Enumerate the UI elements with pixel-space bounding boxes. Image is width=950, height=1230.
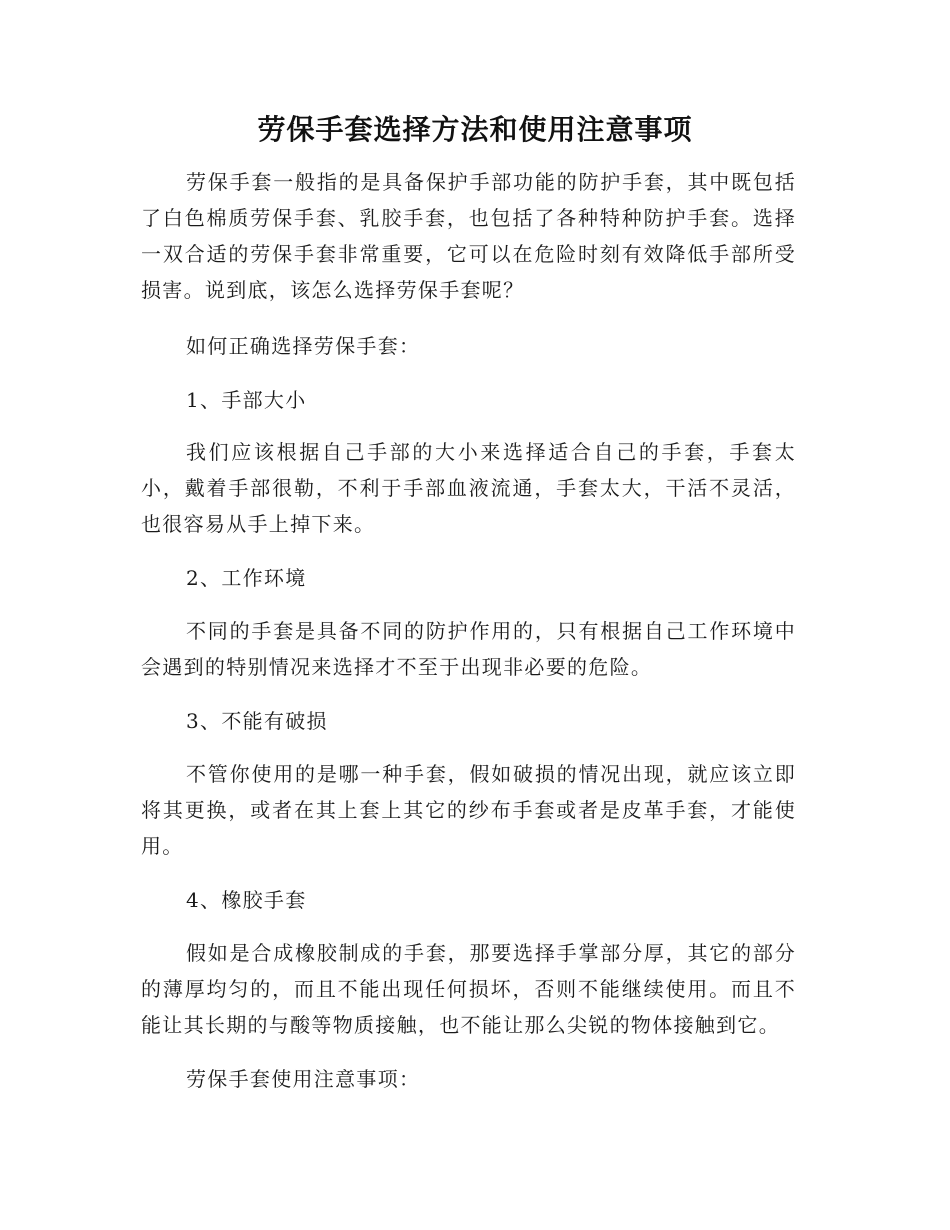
heading-work-environment: 2、工作环境 [186, 566, 307, 590]
section-usage-heading: 劳保手套使用注意事项： [186, 1067, 421, 1091]
intro-paragraph: 劳保手套一般指的是具备保护手部功能的防护手套，其中既包括了白色棉质劳保手套、乳胶手套，也包括了各种特种防护手套。选择一双合适的劳保手套非常重要，它可以在危险时刻有效降低手部所受损害。说到底，该怎么选择劳保手套呢？ [141, 170, 796, 302]
paragraph-no-damage: 不管你使用的是哪一种手套，假如破损的情况出现，就应该立即将其更换，或者在其上套上其它的纱布手套或者是皮革手套，才能使用。 [141, 762, 796, 858]
heading-hand-size: 1、手部大小 [186, 388, 307, 412]
section-intro-heading: 如何正确选择劳保手套： [186, 334, 421, 358]
document-title: 劳保手套选择方法和使用注意事项 [257, 113, 693, 146]
paragraph-work-environment: 不同的手套是具备不同的防护作用的，只有根据自己工作环境中会遇到的特别情况来选择才不至于出现非必要的危险。 [141, 619, 796, 679]
paragraph-hand-size: 我们应该根据自己手部的大小来选择适合自己的手套，手套太小，戴着手部很勒，不利于手部血液流通，手套太大，干活不灵活，也很容易从手上掉下来。 [141, 440, 796, 536]
paragraph-rubber-gloves: 假如是合成橡胶制成的手套，那要选择手掌部分厚，其它的部分的薄厚均匀的，而且不能出现任何损坏，否则不能继续使用。而且不能让其长期的与酸等物质接触，也不能让那么尖锐的物体接触到它。 [141, 941, 796, 1037]
heading-rubber-gloves: 4、橡胶手套 [186, 888, 307, 912]
heading-no-damage: 3、不能有破损 [186, 709, 328, 733]
